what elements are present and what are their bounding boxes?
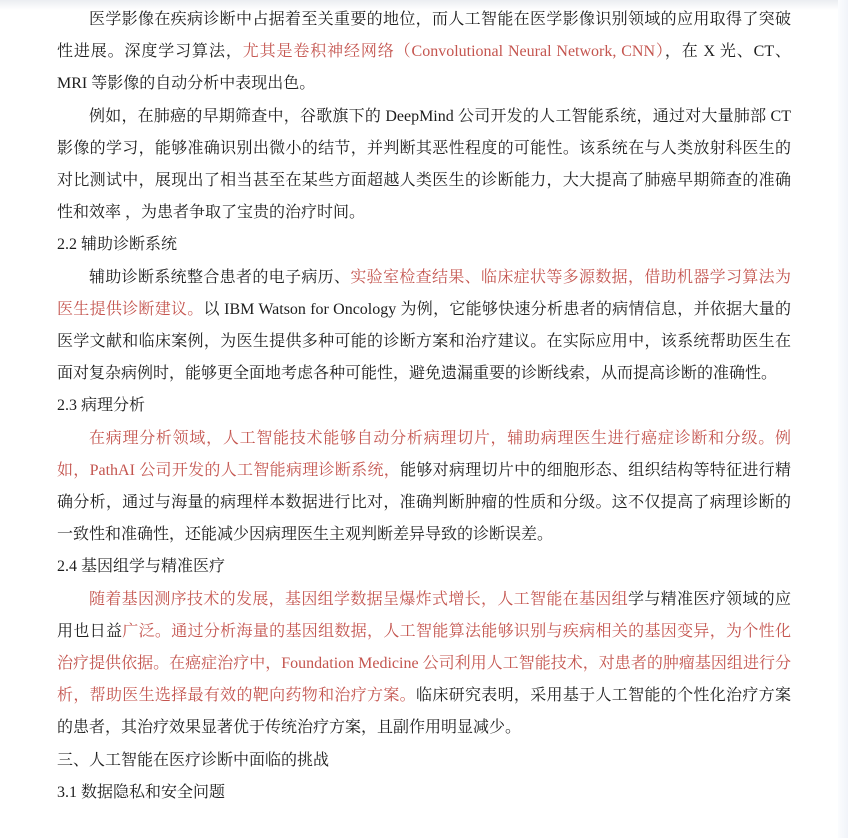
text-segment: 2.3 病理分析 [57, 397, 146, 415]
section-heading [57, 745, 791, 777]
text-segment: 能够对病理切片中的细胞形态、组织结构等特征进行精确分析，通过与海量的病理样本数据进行比对，准确判断肿瘤的性质和分级。这不仅提高了病理诊断的一致性和准确性，还能减少因病理医生主观判断差异导致的诊断误差。 [57, 461, 791, 544]
section-heading [57, 551, 791, 583]
text-segment: 2.2 辅助诊断系统 [57, 236, 178, 254]
page-right-edge [838, 0, 848, 838]
document-paragraph [57, 101, 791, 230]
text-segment: 学与精准医疗领域的应用也日益 [57, 590, 791, 640]
text-segment: 2.4 基因组学与精准医疗 [57, 558, 226, 576]
text-segment: 辅助诊断系统整合患者的电子病历、 [89, 268, 351, 286]
section-heading [57, 229, 791, 261]
revised-text-segment: 随着基因测序技术的发展，基因组学数据呈爆炸式增长，人工智能在基因组 [89, 590, 628, 608]
section-heading [57, 777, 791, 809]
text-segment: 例如，在肺癌的早期筛查中，谷歌旗下的 DeepMind 公司开发的人工智能系统，通过对大量肺部 CT 影像的学习，能够准确识别出微小的结节，并判断其恶性程度的可能性。该系统在与人类放射科医生的对比测试中，展现出了相当甚至在某些方面超越人类医生的诊断能力，大大提高了肺癌早期筛查的准确性和效率 ，为患者争取了宝贵的治疗时间。 [57, 107, 791, 222]
document-paragraph [57, 262, 791, 391]
document-page[interactable] [57, 4, 791, 809]
revised-text-segment: 实验室检查结果、临床症状等多源数据，借助机器学习算法为医生提供诊断建议。 [57, 268, 791, 318]
text-segment: ，在 X 光、CT、MRI 等影像的自动分析中表现出色。 [57, 43, 791, 93]
document-paragraph [57, 4, 791, 101]
section-heading [57, 390, 791, 422]
text-segment: 3.1 数据隐私和安全问题 [57, 783, 226, 801]
document-paragraph [57, 584, 791, 745]
text-segment: 医学影像在疾病诊断中占据着至关重要的地位，而人工智能在医学影像识别领域的应用取得了突破性进展。深度学习算法， [57, 11, 791, 61]
text-segment: 三、人工智能在医疗诊断中面临的挑战 [57, 751, 330, 769]
text-segment: 以 IBM Watson for Oncology 为例，它能够快速分析患者的病情信息，并依据大量的医学文献和临床案例，为医生提供多种可能的诊断方案和治疗建议。在实际应用中，该系统帮助医生在面对复杂病例时，能够更全面地考虑各种可能性，避免遗漏重要的诊断线索，从而提高诊断的准确性。 [57, 300, 791, 383]
revised-text-segment: 尤其是卷积神经网络（Convolutional Neural Network, CNN） [242, 43, 665, 61]
text-segment: 临床研究表明，采用基于人工智能的个性化治疗方案的患者，其治疗效果显著优于传统治疗方案，且副作用明显减少。 [57, 687, 791, 737]
revised-text-segment: 在病理分析领域，人工智能技术能够自动分析病理切片，辅助病理医生进行癌症诊断和分级。例如，PathAI 公司开发的人工智能病理诊断系统， [57, 429, 791, 479]
revised-text-segment: 广泛。通过分析海量的基因组数据，人工智能算法能够识别与疾病相关的基因变异，为个性化治疗提供依据。在癌症治疗中，Foundation Medicine 公司利用人工智能技术，对患者的肿瘤基因组进行分析，帮助医生选择最有效的靶向药物和治疗方案。 [57, 622, 791, 705]
document-paragraph [57, 423, 791, 552]
